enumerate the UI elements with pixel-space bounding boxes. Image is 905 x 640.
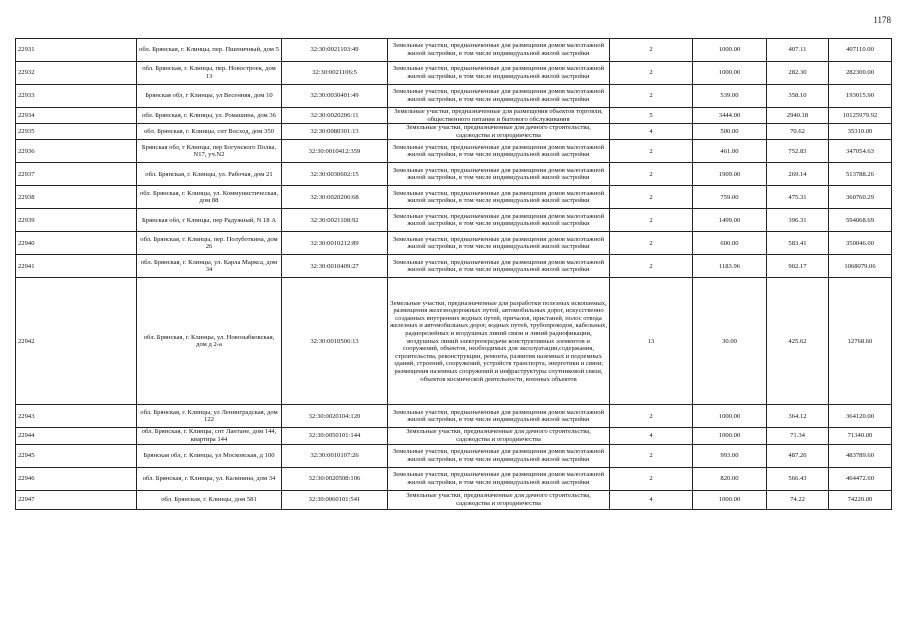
- row-cadastral-number: 32:30:0010412:359: [282, 140, 388, 163]
- row-cadastral-number: 32:30:0010409:27: [282, 255, 388, 278]
- row-number: 22938: [16, 186, 137, 209]
- row-address: обл. Брянская, г. Клинцы, ул. Коммунистическая, дом 88: [137, 186, 282, 209]
- row-number: 22945: [16, 444, 137, 467]
- row-cadastral-number: 32:30:0021103:49: [282, 39, 388, 62]
- row-use-code: 2: [610, 467, 693, 490]
- row-land-use: Земельные участки, предназначенные для размещения домов малоэтажной жилой застройки, в том числе индивидуальной жилой застройки: [388, 140, 610, 163]
- row-address: Брянская обл, г Клинцы, ул Весенняя, дом 10: [137, 85, 282, 108]
- row-use-code: 2: [610, 232, 693, 255]
- table-row: [16, 490, 892, 509]
- table-row: [16, 39, 892, 62]
- row-land-use: Земельные участки, предназначенные для размещения домов малоэтажной жилой застройки, в том числе индивидуальной жилой застройки: [388, 405, 610, 428]
- row-land-use: Земельные участки, предназначенные для размещения домов малоэтажной жилой застройки, в том числе индивидуальной жилой застройки: [388, 232, 610, 255]
- row-number: 22947: [16, 490, 137, 509]
- row-address: обл. Брянская, г. Клинцы, ул. Новозыбковская, дом д 2-а: [137, 278, 282, 405]
- row-land-use: Земельные участки, предназначенные для размещения домов малоэтажной жилой застройки, в том числе индивидуальной жилой застройки: [388, 444, 610, 467]
- row-cadastral-value: 347054.63: [829, 140, 892, 163]
- row-specific-value: 487.20: [767, 444, 829, 467]
- row-address: обл. Брянская, г. Клинцы, пер. Пшеничный, дом 5: [137, 39, 282, 62]
- row-land-use: Земельные участки, предназначенные для дачного строительства, садоводства и огородничества: [388, 490, 610, 509]
- row-area: 1183.96: [693, 255, 767, 278]
- row-number: 22943: [16, 405, 137, 428]
- row-cadastral-number: 32:30:0010506:13: [282, 278, 388, 405]
- row-cadastral-number: 32:30:0020508:106: [282, 467, 388, 490]
- row-number: 22936: [16, 140, 137, 163]
- row-use-code: 4: [610, 428, 693, 444]
- row-specific-value: 475.31: [767, 186, 829, 209]
- row-land-use: Земельные участки, предназначенные для размещения домов малоэтажной жилой застройки, в том числе индивидуальной жилой застройки: [388, 186, 610, 209]
- row-area: 1000.00: [693, 39, 767, 62]
- row-use-code: 2: [610, 39, 693, 62]
- row-land-use: Земельные участки, предназначенные для размещения домов малоэтажной жилой застройки, в том числе индивидуальной жилой застройки: [388, 163, 610, 186]
- row-cadastral-number: 32:30:0030401:49: [282, 85, 388, 108]
- row-specific-value: 583.41: [767, 232, 829, 255]
- row-land-use: Земельные участки, предназначенные для размещения домов малоэтажной жилой застройки, в том числе индивидуальной жилой застройки: [388, 85, 610, 108]
- row-area: 1909.00: [693, 163, 767, 186]
- row-number: 22940: [16, 232, 137, 255]
- row-area: 1499.00: [693, 209, 767, 232]
- row-use-code: 2: [610, 186, 693, 209]
- row-land-use: Земельные участки, предназначенные для размещения домов малоэтажной жилой застройки, в том числе индивидуальной жилой застройки: [388, 467, 610, 490]
- row-address: обл. Брянская, г. Клинцы, снт Восход, дом 350: [137, 124, 282, 140]
- row-area: 30.00: [693, 278, 767, 405]
- row-cadastral-value: 407110.00: [829, 39, 892, 62]
- row-number: 22934: [16, 108, 137, 124]
- row-specific-value: 407.11: [767, 39, 829, 62]
- row-area: 539.00: [693, 85, 767, 108]
- row-cadastral-value: 71340.00: [829, 428, 892, 444]
- row-use-code: 5: [610, 108, 693, 124]
- row-use-code: 2: [610, 85, 693, 108]
- row-land-use: Земельные участки, предназначенные для размещения домов малоэтажной жилой застройки, в том числе индивидуальной жилой застройки: [388, 255, 610, 278]
- row-cadastral-value: 364120.00: [829, 405, 892, 428]
- row-specific-value: 396.31: [767, 209, 829, 232]
- page-number: 1178: [873, 15, 891, 25]
- table-row: [16, 163, 892, 186]
- row-land-use: Земельные участки, предназначенные для размещения домов малоэтажной жилой застройки, в том числе индивидуальной жилой застройки: [388, 62, 610, 85]
- row-area: 993.00: [693, 444, 767, 467]
- row-specific-value: 566.43: [767, 467, 829, 490]
- row-specific-value: 425.62: [767, 278, 829, 405]
- row-cadastral-number: 32:30:0010107:26: [282, 444, 388, 467]
- table-row: [16, 140, 892, 163]
- row-number: 22939: [16, 209, 137, 232]
- table-row: [16, 108, 892, 124]
- row-land-use: Земельные участки, предназначенные для разработки полезных ископаемых, размещения железнодорожных путей, автомобильных дорог, искусственно созданных внутренних водных путей, причалов, пристаней, полос отвода железных и автомобильных дорог, водных путей, трубопроводов, кабельных, радиорелейных и воздушных линий связи и линий радиофикации, воздушных линий электропередачи конструктивных элементов и сооружений, объектов, необходимых для эксплуатации,содержания, строительства, реконструкции, ремонта, развития наземных и подземных зданий, строений, сооружений, устройств транспорта, энергетики и связи; размещения наземных сооружений и инфраструктуры спутниковой связи, объектов космической деятельности, военных объектов: [388, 278, 610, 405]
- table-row: [16, 85, 892, 108]
- row-address: обл. Брянская, г. Клинцы, дом 581: [137, 490, 282, 509]
- row-specific-value: 71.34: [767, 428, 829, 444]
- row-cadastral-value: 282300.00: [829, 62, 892, 85]
- row-address: Брянская обл, г Клинцы, пер Радужный, N 18 А: [137, 209, 282, 232]
- row-number: 22932: [16, 62, 137, 85]
- row-area: 820.00: [693, 467, 767, 490]
- table-row: [16, 124, 892, 140]
- row-specific-value: 282.30: [767, 62, 829, 85]
- table-row: [16, 255, 892, 278]
- table-row: [16, 405, 892, 428]
- row-cadastral-value: 350046.00: [829, 232, 892, 255]
- row-area: 759.00: [693, 186, 767, 209]
- row-area: 461.00: [693, 140, 767, 163]
- row-number: 22937: [16, 163, 137, 186]
- row-cadastral-number: 32:30:0021106:5: [282, 62, 388, 85]
- table-row: [16, 444, 892, 467]
- table-row: [16, 278, 892, 405]
- row-address: обл. Брянская, г. Клинцы, ул Ленинградская, дом 122: [137, 405, 282, 428]
- row-address: обл. Брянская, г. Клинцы, пер. Полуботкина, дом 26: [137, 232, 282, 255]
- row-cadastral-value: 1068079.06: [829, 255, 892, 278]
- row-use-code: 2: [610, 163, 693, 186]
- row-address: Брянская обл, г. Клинцы, ул Московская, д 100: [137, 444, 282, 467]
- row-area: 500.00: [693, 124, 767, 140]
- row-area: 1000.00: [693, 428, 767, 444]
- row-specific-value: 269.14: [767, 163, 829, 186]
- row-address: обл. Брянская, г. Клинцы, снт Лантане, дом 144, квартира 144: [137, 428, 282, 444]
- row-number: 22933: [16, 85, 137, 108]
- row-number: 22931: [16, 39, 137, 62]
- row-cadastral-value: 12768.60: [829, 278, 892, 405]
- row-cadastral-number: 32:30:0020206:11: [282, 108, 388, 124]
- row-use-code: 2: [610, 62, 693, 85]
- row-number: 22946: [16, 467, 137, 490]
- table-row: [16, 428, 892, 444]
- row-use-code: 2: [610, 444, 693, 467]
- land-registry-table: [15, 38, 892, 510]
- row-specific-value: 70.62: [767, 124, 829, 140]
- row-cadastral-value: 483789.60: [829, 444, 892, 467]
- row-cadastral-number: 32:30:0080301:13: [282, 124, 388, 140]
- row-cadastral-number: 32:30:0021108:92: [282, 209, 388, 232]
- row-address: обл. Брянская, г. Клинцы, ул. Карла Маркса, дом 34: [137, 255, 282, 278]
- row-address: обл. Брянская, г. Клинцы, пер. Новостроек, дом 13: [137, 62, 282, 85]
- row-specific-value: 752.83: [767, 140, 829, 163]
- table-row: [16, 209, 892, 232]
- row-cadastral-value: 74220.00: [829, 490, 892, 509]
- row-area: 1000.00: [693, 62, 767, 85]
- row-area: 1000.00: [693, 490, 767, 509]
- table-body: [16, 39, 892, 510]
- table-row: [16, 232, 892, 255]
- row-cadastral-value: 193015.90: [829, 85, 892, 108]
- row-number: 22941: [16, 255, 137, 278]
- row-use-code: 2: [610, 405, 693, 428]
- row-use-code: 2: [610, 209, 693, 232]
- row-cadastral-value: 594068.69: [829, 209, 892, 232]
- row-specific-value: 358.10: [767, 85, 829, 108]
- row-use-code: 2: [610, 255, 693, 278]
- row-address: обл. Брянская, г. Клинцы, ул. Калинина, дом 34: [137, 467, 282, 490]
- row-use-code: 4: [610, 490, 693, 509]
- row-use-code: 4: [610, 124, 693, 140]
- row-cadastral-value: 10125979.92: [829, 108, 892, 124]
- table-row: [16, 186, 892, 209]
- row-address: Брянская обл, г Клинцы, пер Богунского Полка, N17, уч.N2: [137, 140, 282, 163]
- row-area: 1000.00: [693, 405, 767, 428]
- row-cadastral-number: 32:30:0050101:144: [282, 428, 388, 444]
- row-cadastral-value: 360760.29: [829, 186, 892, 209]
- row-number: 22944: [16, 428, 137, 444]
- row-cadastral-number: 32:30:0010212:89: [282, 232, 388, 255]
- row-number: 22942: [16, 278, 137, 405]
- row-number: 22935: [16, 124, 137, 140]
- row-land-use: Земельные участки, предназначенные для дачного строительства, садоводства и огородничества: [388, 124, 610, 140]
- table-row: [16, 467, 892, 490]
- row-specific-value: 902.17: [767, 255, 829, 278]
- row-land-use: Земельные участки, предназначенные для дачного строительства, садоводства и огородничества: [388, 428, 610, 444]
- row-area: 600.00: [693, 232, 767, 255]
- row-use-code: 13: [610, 278, 693, 405]
- row-land-use: Земельные участки, предназначенные для размещения домов малоэтажной жилой застройки, в том числе индивидуальной жилой застройки: [388, 209, 610, 232]
- row-specific-value: 74.22: [767, 490, 829, 509]
- row-address: обл. Брянская, г. Клинцы, ул. Ромашина, дом 36: [137, 108, 282, 124]
- table-row: [16, 62, 892, 85]
- row-cadastral-number: 32:30:0060101:541: [282, 490, 388, 509]
- row-cadastral-number: 32:30:0020206:68: [282, 186, 388, 209]
- row-specific-value: 2940.18: [767, 108, 829, 124]
- row-use-code: 2: [610, 140, 693, 163]
- row-cadastral-value: 35310.00: [829, 124, 892, 140]
- row-cadastral-value: 513788.26: [829, 163, 892, 186]
- row-cadastral-number: 32:30:0030602:15: [282, 163, 388, 186]
- row-cadastral-value: 464472.60: [829, 467, 892, 490]
- row-land-use: Земельные участки, предназначенные для размещения объектов торговли, общественного питания и бытового обслуживания: [388, 108, 610, 124]
- row-specific-value: 364.12: [767, 405, 829, 428]
- row-land-use: Земельные участки, предназначенные для размещения домов малоэтажной жилой застройки, в том числе индивидуальной жилой застройки: [388, 39, 610, 62]
- row-cadastral-number: 32:30:0020104:120: [282, 405, 388, 428]
- row-area: 3444.00: [693, 108, 767, 124]
- row-address: обл. Брянская, г. Клинцы, ул. Рабочая, дом 21: [137, 163, 282, 186]
